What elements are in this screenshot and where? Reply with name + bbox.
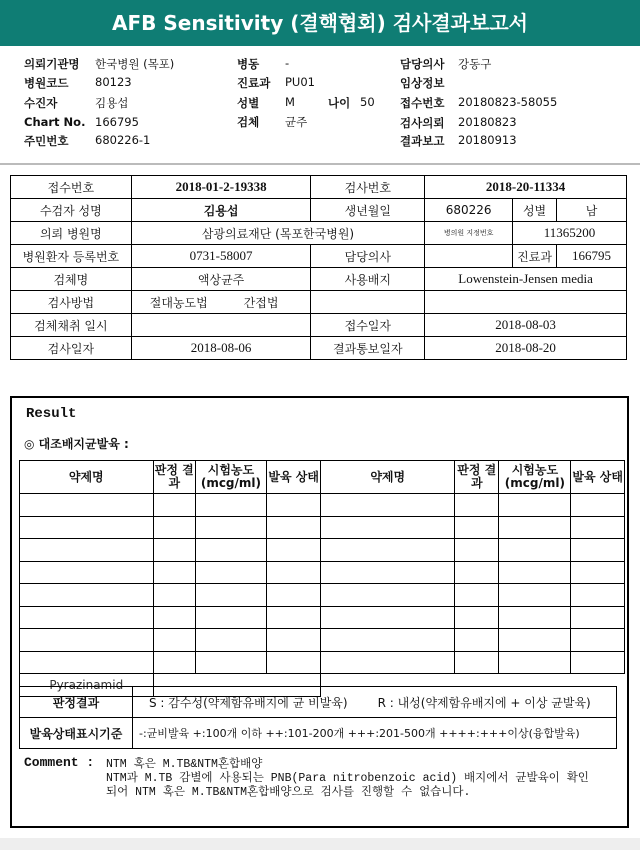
receive-label: 접수일자 — [311, 314, 425, 337]
col-judge-2: 판정 결과 — [454, 461, 499, 494]
doctor-value-cell — [425, 245, 513, 268]
col-growth-1: 발육 상태 — [266, 461, 321, 494]
report-title: AFB Sensitivity (결핵협회) 검사결과보고서 — [0, 0, 640, 46]
drug-cell — [571, 584, 625, 607]
col-drug-1: 약제명 — [20, 461, 154, 494]
drug-cell — [266, 516, 321, 539]
medium-value: Lowenstein-Jensen media — [425, 268, 627, 291]
dept-label-cell: 진료과 — [513, 245, 557, 268]
drug-cell — [321, 516, 455, 539]
method-empty-2 — [425, 291, 627, 314]
doctor-label: 담당의사 — [400, 57, 445, 71]
drug-cell — [454, 651, 499, 674]
drug-cell — [321, 629, 455, 652]
receipt-label: 접수번호 — [400, 96, 445, 110]
patient-value: 김용섭 — [95, 96, 129, 110]
growth-criteria-text: -:균비발육 +:100개 이하 ++:101-200개 +++:201-500개 ++++:+++이상(융합발육) — [133, 718, 617, 749]
specimen-label: 검체 — [237, 115, 260, 129]
col-conc-1: 시험농도 (mcg/ml) — [196, 461, 267, 494]
drug-cell — [196, 494, 267, 517]
dob-value: 680226 — [425, 199, 513, 222]
drug-cell — [196, 516, 267, 539]
hospital-code-label: 병원코드 — [24, 76, 69, 90]
judgement-s: S : 감수성(약제함유배지에 균 비발육) — [149, 695, 348, 710]
sex-value: M — [285, 95, 295, 109]
drug-row — [20, 606, 625, 629]
request-label: 검사의뢰 — [400, 116, 445, 130]
request-value: 20180823 — [458, 115, 517, 129]
drug-cell — [196, 629, 267, 652]
drug-cell — [20, 651, 154, 674]
dob-label: 생년월일 — [311, 199, 425, 222]
col-growth-2: 발육 상태 — [571, 461, 625, 494]
sex-label-cell: 성별 — [513, 199, 557, 222]
col-judge-1: 판정 결과 — [153, 461, 195, 494]
judgement-r: R : 내성(약제함유배지에 + 이상 균발육) — [377, 695, 591, 710]
drug-cell — [266, 494, 321, 517]
patient-label: 수진자 — [24, 96, 58, 110]
receipt-no-value: 2018-01-2-19338 — [131, 176, 311, 199]
result-title: Result — [26, 406, 77, 422]
drug-row — [20, 539, 625, 562]
drug-cell — [321, 561, 455, 584]
specimen-value: 균주 — [285, 115, 308, 129]
drug-cell — [571, 539, 625, 562]
drug-cell — [196, 561, 267, 584]
test-no-value: 2018-20-11334 — [425, 176, 627, 199]
drug-cell — [499, 561, 571, 584]
sex-value-cell: 남 — [557, 199, 627, 222]
legend-table — [19, 686, 617, 749]
drug-cell — [153, 494, 195, 517]
doctor-label-cell: 담당의사 — [311, 245, 425, 268]
dept-value-cell: 166795 — [557, 245, 627, 268]
patient-name-label: 수검자 성명 — [11, 199, 132, 222]
header-divider — [0, 163, 640, 165]
drug-cell — [571, 494, 625, 517]
notify-value: 2018-08-20 — [425, 337, 627, 360]
drug-cell — [153, 539, 195, 562]
drug-cell — [571, 516, 625, 539]
collect-label: 검체채취 일시 — [11, 314, 132, 337]
drug-row — [20, 584, 625, 607]
growth-criteria-label: 발육상태표시기준 — [20, 718, 133, 749]
drug-cell — [266, 584, 321, 607]
sex-label: 성별 — [237, 96, 260, 110]
drug-cell — [321, 584, 455, 607]
drug-table — [19, 460, 625, 697]
collect-value — [131, 314, 311, 337]
drug-cell — [321, 539, 455, 562]
doctor-value: 강동구 — [458, 57, 492, 71]
drug-cell — [499, 606, 571, 629]
drug-cell — [499, 584, 571, 607]
institution-label: 의뢰기관명 — [24, 57, 80, 71]
patient-info-table — [10, 175, 627, 360]
reg-no-value: 0731-58007 — [131, 245, 311, 268]
comment-line: NTM과 M.TB 감별에 사용되는 PNB(Para nitrobenzoic acid) 배지에서 균발육이 확인 — [106, 772, 589, 785]
drug-cell — [571, 561, 625, 584]
drug-cell — [499, 629, 571, 652]
drug-cell — [153, 561, 195, 584]
col-drug-2: 약제명 — [321, 461, 455, 494]
drug-cell — [499, 651, 571, 674]
drug-cell — [571, 606, 625, 629]
drug-cell — [454, 539, 499, 562]
control-growth-label: ◎ 대조배지균발육 : — [24, 437, 129, 451]
pyrazinamid-label: Pyrazinamid — [20, 674, 154, 697]
age-value: 50 — [360, 95, 375, 109]
drug-cell — [196, 606, 267, 629]
drug-cell — [571, 629, 625, 652]
drug-cell — [321, 606, 455, 629]
drug-cell — [454, 629, 499, 652]
drug-row — [20, 494, 625, 517]
drug-cell — [196, 539, 267, 562]
chart-label: Chart No. — [24, 115, 86, 129]
method-empty-1 — [311, 291, 425, 314]
drug-cell — [20, 516, 154, 539]
receipt-no-label: 접수번호 — [11, 176, 132, 199]
method-absolute: 절대농도법 — [149, 295, 208, 310]
drug-cell — [20, 584, 154, 607]
drug-cell — [20, 629, 154, 652]
req-hospital-value: 삼광의료재단 (목포한국병원) — [131, 222, 424, 245]
ward-value: - — [285, 56, 290, 70]
drug-cell — [153, 606, 195, 629]
drug-row — [20, 651, 625, 674]
drug-cell — [20, 539, 154, 562]
drug-cell — [153, 629, 195, 652]
drug-cell — [499, 516, 571, 539]
drug-cell — [153, 651, 195, 674]
drug-cell — [499, 539, 571, 562]
clinical-label: 임상정보 — [400, 76, 445, 90]
drug-row — [20, 629, 625, 652]
receive-value: 2018-08-03 — [425, 314, 627, 337]
drug-cell — [266, 629, 321, 652]
result-section — [10, 396, 629, 828]
notify-label: 결과통보일자 — [311, 337, 425, 360]
ward-label: 병동 — [237, 57, 260, 71]
hospital-code-value: 80123 — [95, 75, 132, 89]
reg-no-label: 병원환자 등록번호 — [11, 245, 132, 268]
drug-cell — [499, 494, 571, 517]
comment-label: Comment : — [24, 755, 95, 770]
drug-cell — [196, 651, 267, 674]
rrn-value: 680226-1 — [95, 133, 151, 147]
specimen-name-value: 액상균주 — [131, 268, 311, 291]
designated-value: 11365200 — [513, 222, 627, 245]
receipt-value: 20180823-58055 — [458, 95, 558, 109]
col-conc-2: 시험농도 (mcg/ml) — [499, 461, 571, 494]
chart-value: 166795 — [95, 115, 139, 129]
drug-cell — [266, 606, 321, 629]
drug-cell — [454, 494, 499, 517]
judgement-label: 판정결과 — [20, 687, 133, 718]
drug-cell — [153, 584, 195, 607]
drug-cell — [571, 651, 625, 674]
req-hospital-label: 의뢰 병원명 — [11, 222, 132, 245]
specimen-name-label: 검체명 — [11, 268, 132, 291]
drug-cell — [20, 561, 154, 584]
drug-cell — [266, 651, 321, 674]
report-value: 20180913 — [458, 133, 517, 147]
drug-cell — [454, 606, 499, 629]
drug-cell — [454, 584, 499, 607]
drug-cell — [321, 651, 455, 674]
test-no-label: 검사번호 — [311, 176, 425, 199]
dept-label: 진료과 — [237, 76, 271, 90]
institution-value: 한국병원 (목포) — [95, 57, 175, 71]
report-label: 결과보고 — [400, 134, 445, 148]
test-date-value: 2018-08-06 — [131, 337, 311, 360]
drug-cell — [20, 494, 154, 517]
drug-cell — [266, 539, 321, 562]
rrn-label: 주민번호 — [24, 134, 69, 148]
drug-row — [20, 516, 625, 539]
drug-cell — [454, 561, 499, 584]
drug-row — [20, 561, 625, 584]
test-date-label: 검사일자 — [11, 337, 132, 360]
page-bottom-shade — [0, 838, 640, 850]
drug-cell — [153, 516, 195, 539]
comment-line: 되어 NTM 혹은 M.TB&NTM혼합배양으로 검사를 진행할 수 없습니다. — [106, 786, 471, 799]
medium-label: 사용배지 — [311, 268, 425, 291]
comment-line: NTM 혹은 M.TB&NTM혼합배양 — [106, 758, 263, 771]
drug-cell — [321, 494, 455, 517]
age-label: 나이 — [328, 96, 351, 110]
drug-cell — [454, 516, 499, 539]
drug-cell — [266, 561, 321, 584]
method-label: 검사방법 — [11, 291, 132, 314]
dept-value: PU01 — [285, 75, 315, 89]
patient-name-value: 김용섭 — [131, 199, 311, 222]
drug-cell — [20, 606, 154, 629]
method-indirect: 간접법 — [243, 295, 279, 310]
drug-cell — [196, 584, 267, 607]
designated-label: 병의원 지정번호 — [443, 229, 494, 237]
